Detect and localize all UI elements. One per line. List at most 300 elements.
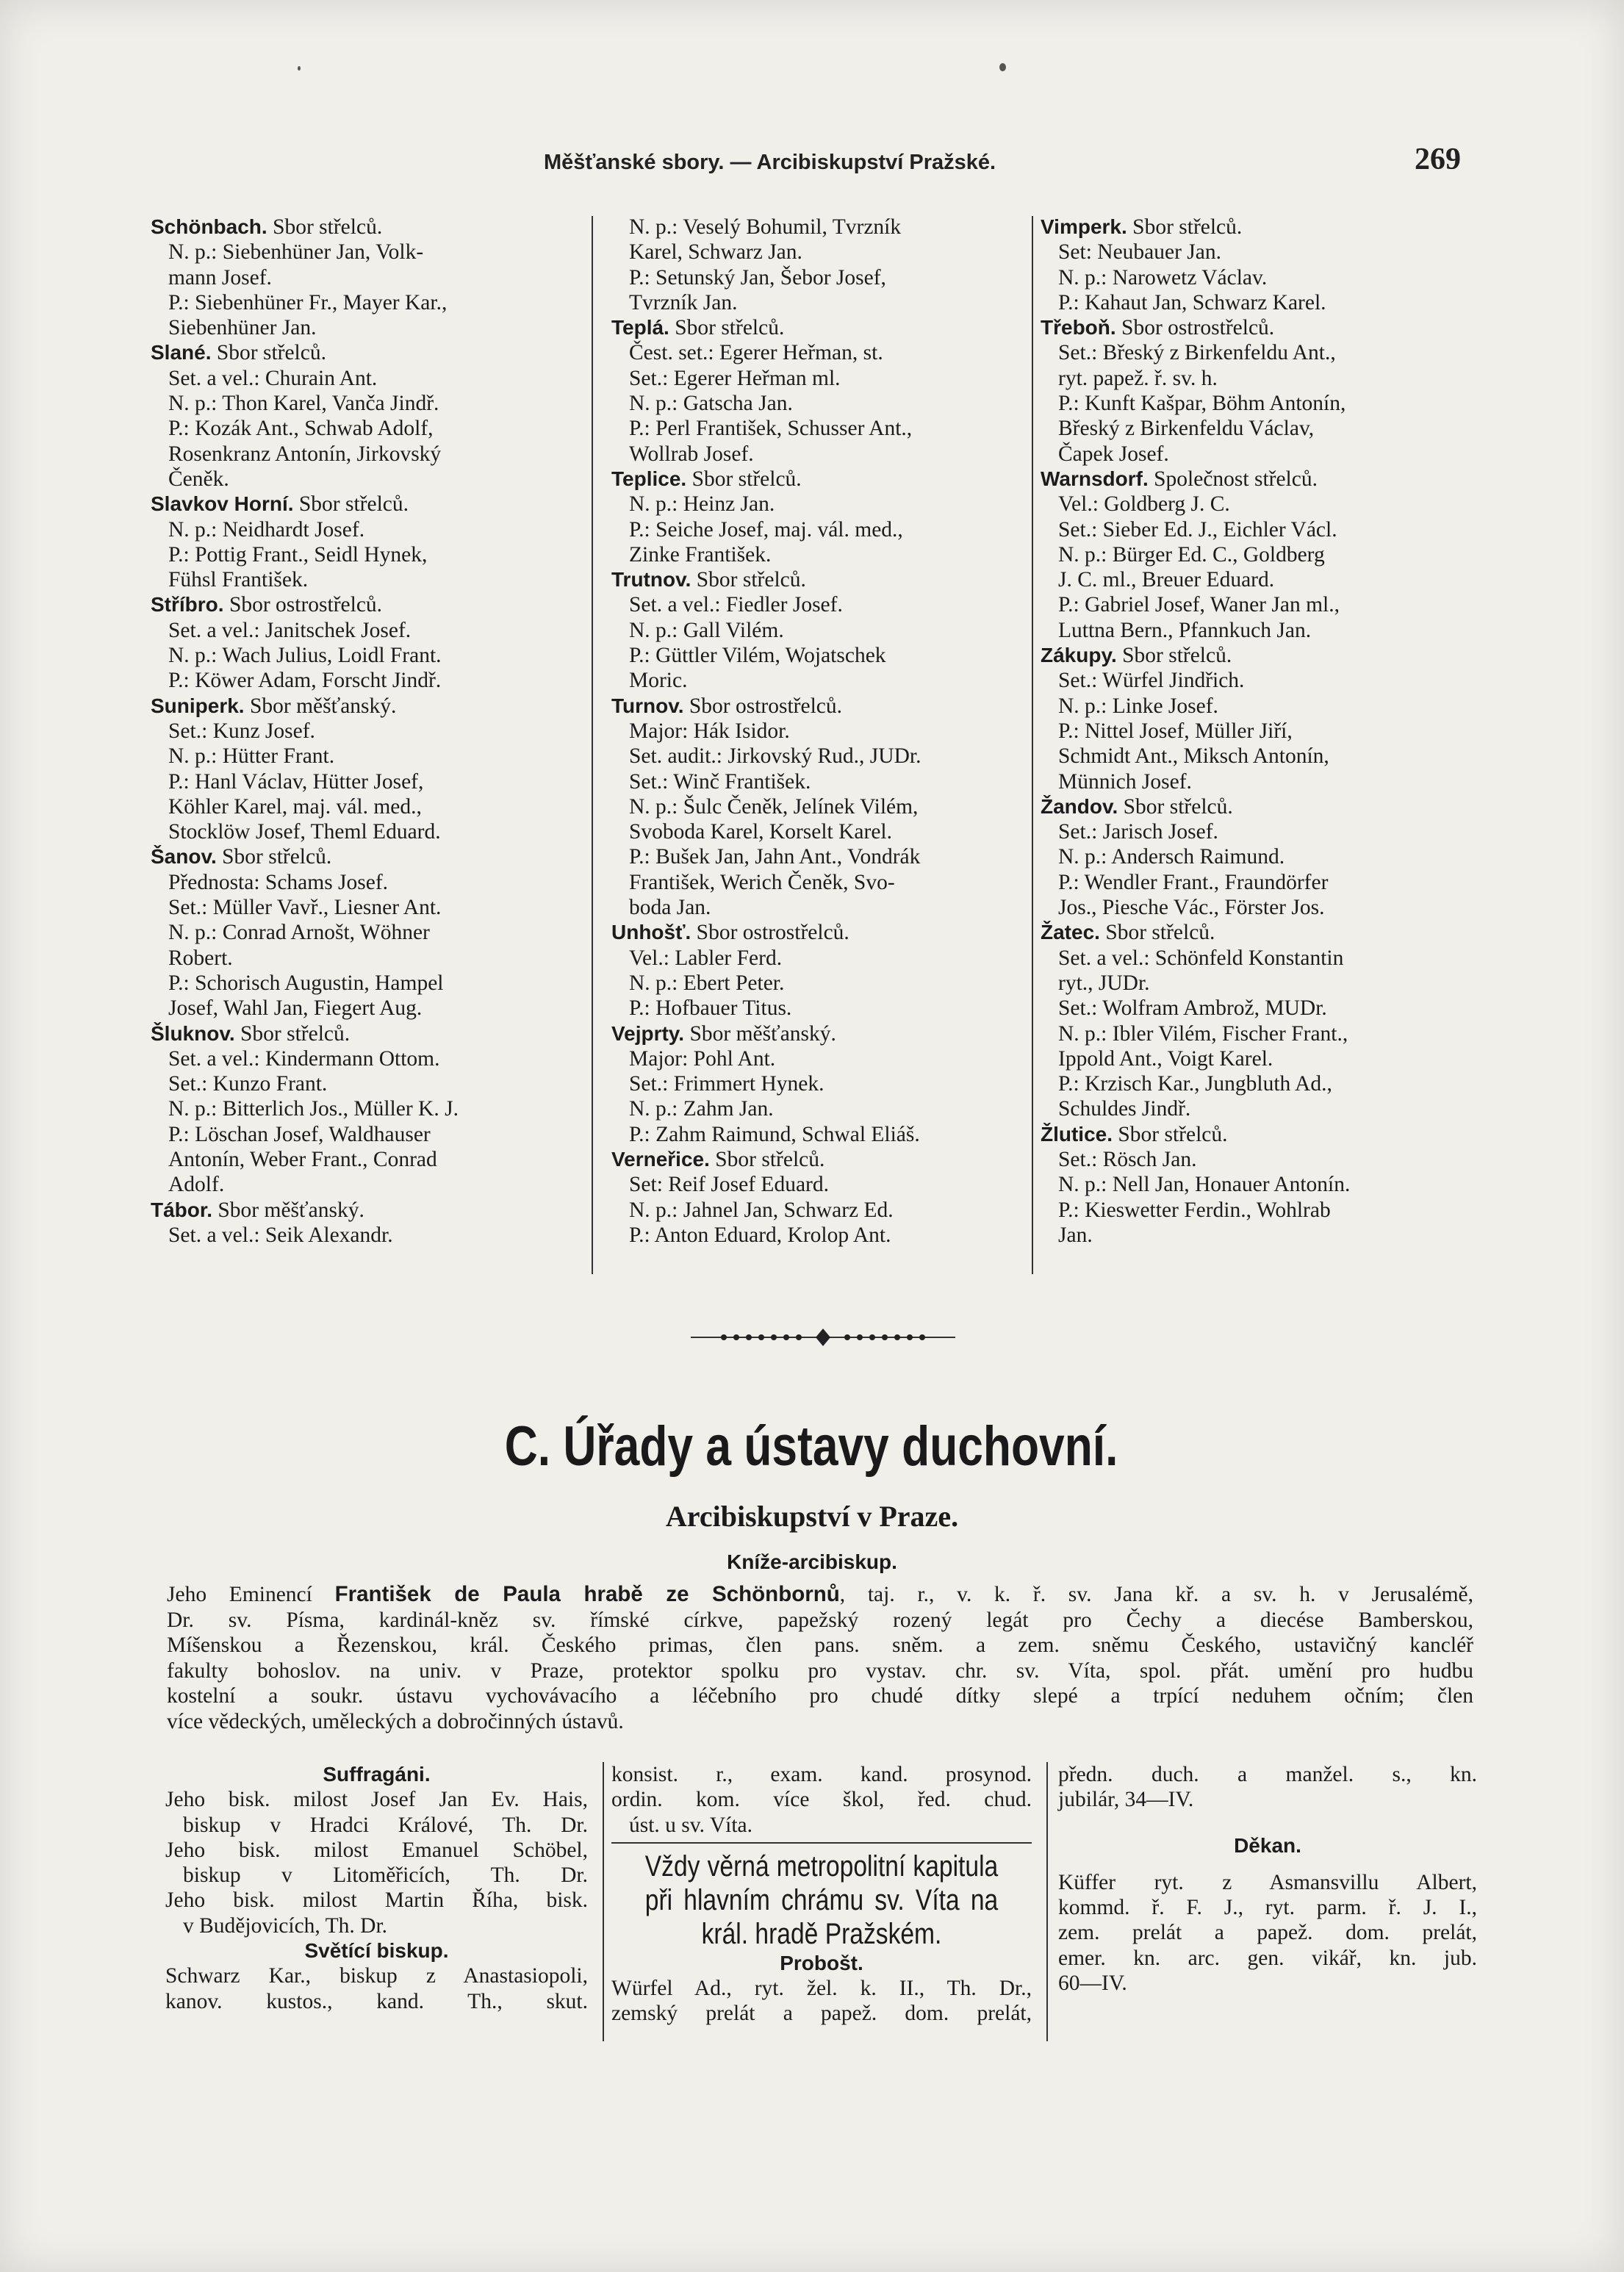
corps-type: Sbor střelců. xyxy=(273,215,383,239)
role-line xyxy=(611,215,1024,265)
entry xyxy=(151,340,581,492)
text-line: N. p.: Jahnel Jan, Schwarz Ed. xyxy=(629,1198,894,1222)
text-line: Set.: Müller Vavř., Liesner Ant. xyxy=(168,896,442,920)
role-line xyxy=(611,1122,1024,1147)
column-3 xyxy=(1041,215,1471,1248)
entry-heading-line xyxy=(151,1021,581,1046)
entry xyxy=(611,1021,1024,1147)
text-line: P.: Löschan Josef, Waldhauser xyxy=(168,1122,431,1146)
text-line: úst. u sv. Víta. xyxy=(629,1813,752,1837)
text-line: P.: Kieswetter Ferdin., Wohlrab xyxy=(1058,1198,1331,1222)
role-line xyxy=(611,1096,1024,1121)
paragraph-line xyxy=(167,1683,1473,1709)
place-name: Vimperk. xyxy=(1041,215,1127,238)
corps-type: Sbor ostrostřelců. xyxy=(696,921,849,945)
archbishop-paragraph xyxy=(167,1582,1473,1734)
entry xyxy=(151,492,581,592)
role-line xyxy=(151,643,581,668)
text-line: N. p.: Heinz Jan. xyxy=(629,492,775,517)
suffragani-heading: Suffragáni. xyxy=(323,1763,431,1786)
text-line: P.: Güttler Vilém, Wojatschek xyxy=(629,644,886,668)
text-line: N. p.: Nell Jan, Honauer Antonín. xyxy=(1058,1173,1351,1197)
role-line xyxy=(151,769,581,845)
role-line xyxy=(1041,290,1471,315)
corps-type: Sbor střelců. xyxy=(1118,1122,1228,1146)
place-name: Teplá. xyxy=(611,316,669,339)
column-divider xyxy=(592,216,593,1274)
column-divider xyxy=(603,1762,604,2041)
corps-type: Sbor střelců. xyxy=(691,467,802,491)
text-line: Jan. xyxy=(1058,1223,1093,1247)
role-line xyxy=(151,1122,581,1198)
corps-type: Sbor měšťanský. xyxy=(689,1021,836,1046)
role-line xyxy=(151,744,581,769)
entry xyxy=(611,694,1024,921)
role-line xyxy=(611,1223,1024,1248)
entry-heading-line xyxy=(611,920,1024,945)
role-line xyxy=(611,744,1024,769)
text-line: Set. a vel.: Churain Ant. xyxy=(168,366,378,390)
text-line: Břeský z Birkenfeldu Václav, xyxy=(1058,417,1315,441)
text-line: P.: Gabriel Josef, Waner Jan ml., xyxy=(1058,593,1340,617)
text-line: N. p.: Veselý Bohumil, Tvrzník xyxy=(629,215,902,239)
place-name: Žlutice. xyxy=(1041,1122,1113,1146)
text-line: ryt., JUDr. xyxy=(1058,971,1150,995)
bottom-column-3 xyxy=(1058,1762,1477,1996)
chapter-line: Vždy věrná metropolitní kapitula xyxy=(644,1849,999,1883)
role-line xyxy=(611,946,1024,971)
place-name: Žandov. xyxy=(1041,794,1118,818)
text-line: Vel.: Goldberg J. C. xyxy=(1058,492,1230,517)
text-line: N. p.: Bürger Ed. C., Goldberg xyxy=(1058,542,1325,567)
role-line xyxy=(151,290,581,341)
text-line: Schuldes Jindř. xyxy=(1058,1097,1191,1121)
place-name: Tábor. xyxy=(151,1198,213,1221)
text-line: Adolf. xyxy=(168,1173,225,1197)
entry-heading-line xyxy=(611,1021,1024,1046)
entry-heading-line xyxy=(1041,920,1471,945)
text-line: Schmidt Ant., Miksch Antonín, xyxy=(1058,744,1329,769)
text-span: fakulty bohoslov. na univ. v Praze, protektor spolku pro vystav. chr. sv. Víta, spol. přát. umění pro hudbu xyxy=(167,1658,1473,1683)
text-line: P.: Seiche Josef, maj. vál. med., xyxy=(629,517,903,542)
place-name: Verneřice. xyxy=(611,1147,710,1171)
corps-type: Sbor ostrostřelců. xyxy=(1121,316,1275,340)
text-line: boda Jan. xyxy=(629,896,711,920)
text-line: ordin. kom. více škol, řed. chud. xyxy=(611,1788,1032,1812)
text-line: N. p.: Šulc Čeněk, Jelínek Vilém, xyxy=(629,794,919,819)
entry xyxy=(1041,643,1471,794)
text-line: Jeho bisk. milost Martin Říha, bisk. xyxy=(165,1888,588,1913)
text-line: P.: Nittel Josef, Müller Jiří, xyxy=(1058,719,1293,743)
text-line: biskup v Litoměřicích, Th. Dr. xyxy=(183,1863,588,1888)
place-name: Šluknov. xyxy=(151,1021,235,1045)
place-name: Slané. xyxy=(151,341,212,364)
text-line: předn. duch. a manžel. s., kn. xyxy=(1058,1763,1477,1786)
bottom-column-1 xyxy=(165,1762,588,2014)
role-line xyxy=(611,794,1024,845)
entry xyxy=(611,215,1024,315)
corps-type: Sbor měšťanský. xyxy=(218,1198,364,1222)
text-line: P.: Hanl Václav, Hütter Josef, xyxy=(168,769,424,794)
role-line xyxy=(611,517,1024,568)
probost-heading: Probošt. xyxy=(780,1951,863,1974)
role-line xyxy=(151,1096,581,1121)
bottom-column-2 xyxy=(611,1762,1032,2027)
ink-speck xyxy=(999,63,1006,71)
text-line: Set.: Sieber Ed. J., Eichler Václ. xyxy=(1058,517,1337,542)
corps-type: Sbor měšťanský. xyxy=(249,694,397,718)
text-line: Major: Hák Isidor. xyxy=(629,719,790,743)
role-line xyxy=(151,1046,581,1071)
entry xyxy=(1041,215,1471,315)
text-line: N. p.: Siebenhüner Jan, Volk- xyxy=(168,240,424,265)
section-title: C. Úřady a ústavy duchovní. xyxy=(504,1415,1118,1478)
role-line xyxy=(1041,340,1471,391)
entry xyxy=(151,215,581,340)
text-line: Čeněk. xyxy=(168,467,229,491)
place-name: Šanov. xyxy=(151,845,217,869)
text-line: kommd. ř. F. J., ryt. parm. ř. J. I., xyxy=(1058,1896,1477,1920)
role-line xyxy=(611,416,1024,467)
entry xyxy=(1041,1122,1471,1248)
corps-type: Společnost střelců. xyxy=(1154,467,1318,491)
column-1 xyxy=(151,215,581,1248)
text-line: zemský prelát a papež. dom. prelát, xyxy=(611,2002,1032,2026)
role-line xyxy=(151,668,581,693)
text-line: Jos., Piesche Vác., Förster Jos. xyxy=(1058,896,1325,920)
text-line: P.: Perl František, Schusser Ant., xyxy=(629,417,913,441)
text-line: zem. prelát a papež. dom. prelát, xyxy=(1058,1921,1477,1945)
text-line: Set.: Kunz Josef. xyxy=(168,719,315,743)
text-line: Schwarz Kar., biskup z Anastasiopoli, xyxy=(165,1964,588,1988)
role-line xyxy=(611,719,1024,744)
dekan-heading: Děkan. xyxy=(1234,1833,1301,1857)
entry-heading-line xyxy=(611,1147,1024,1172)
text-line: N. p.: Neidhardt Josef. xyxy=(168,517,365,542)
spacer xyxy=(1058,1813,1477,1833)
paragraph-line xyxy=(167,1633,1473,1658)
text-span: Jeho Eminencí xyxy=(167,1583,335,1606)
role-line xyxy=(1041,1147,1471,1172)
text-line: P.: Kunft Kašpar, Böhm Antonín, xyxy=(1058,392,1346,416)
text-line: P.: Schorisch Augustin, Hampel xyxy=(168,971,444,995)
entry-heading-line xyxy=(151,694,581,719)
text-line: Set: Reif Josef Eduard. xyxy=(629,1173,829,1197)
paragraph-line xyxy=(167,1658,1473,1684)
text-line: Tvrzník Jan. xyxy=(629,290,738,314)
text-line: Stocklöw Josef, Theml Eduard. xyxy=(168,820,441,844)
corps-type: Sbor střelců. xyxy=(1123,794,1233,819)
role-line xyxy=(611,1198,1024,1223)
text-line: Würfel Ad., ryt. žel. k. II., Th. Dr., xyxy=(611,1977,1032,2001)
role-line xyxy=(1041,542,1471,593)
text-line: Set. a vel.: Seik Alexandr. xyxy=(168,1223,393,1247)
role-line xyxy=(1041,1198,1471,1248)
text-line: Moric. xyxy=(629,669,688,693)
role-line xyxy=(1041,1172,1471,1197)
section-subhead: Kníže-arcibiskup. xyxy=(727,1550,897,1573)
text-line: Köhler Karel, maj. vál. med., xyxy=(168,794,422,819)
text-line: Jeho bisk. milost Emanuel Schöbel, xyxy=(165,1838,588,1862)
text-span: kostelní a soukr. ústavu vychovávacího a léčebního pro chudé dítky slepé a trpící neduhem očním; člen xyxy=(167,1684,1473,1708)
role-line xyxy=(1041,1021,1471,1072)
text-line: Zinke František. xyxy=(629,542,772,567)
entry xyxy=(1041,794,1471,920)
archbishop-name: František de Paula hrabě ze Schönbornů xyxy=(334,1582,840,1606)
role-line xyxy=(1041,946,1471,996)
role-line xyxy=(1041,517,1471,542)
corps-type: Sbor střelců. xyxy=(1132,215,1243,239)
entry-heading-line xyxy=(151,592,581,617)
text-line: Set.: Kunzo Frant. xyxy=(168,1072,328,1096)
text-line: ryt. papež. ř. sv. h. xyxy=(1058,366,1218,390)
entry-heading-line xyxy=(151,1198,581,1223)
text-line: Küffer ryt. z Asmansvillu Albert, xyxy=(1058,1870,1477,1894)
role-line xyxy=(151,920,581,971)
chapter-line: král. hradě Pražském. xyxy=(701,1917,942,1950)
text-line: Svoboda Karel, Korselt Karel. xyxy=(629,820,892,844)
entry-heading-line xyxy=(1041,467,1471,492)
text-line: Set.: Egerer Heřman ml. xyxy=(629,366,841,390)
entry xyxy=(151,592,581,693)
text-line: P.: Anton Eduard, Krolop Ant. xyxy=(629,1223,891,1247)
corps-type: Sbor střelců. xyxy=(222,845,332,869)
text-line: N. p.: Gall Vilém. xyxy=(629,618,784,642)
text-line: J. C. ml., Breuer Eduard. xyxy=(1058,568,1275,592)
text-line: Čest. set.: Egerer Heřman, st. xyxy=(629,341,883,365)
place-name: Zákupy. xyxy=(1041,644,1117,667)
text-line: Rosenkranz Antonín, Jirkovský xyxy=(168,442,442,466)
text-line: P.: Kozák Ant., Schwab Adolf, xyxy=(168,417,434,441)
text-line: František, Werich Čeněk, Svo- xyxy=(629,870,895,894)
text-line: P.: Bušek Jan, Jahn Ant., Vondrák xyxy=(629,845,921,869)
place-name: Slavkov Horní. xyxy=(151,492,294,516)
role-line xyxy=(611,1172,1024,1197)
text-span: Míšenskou a Řezenskou, král. Českého primas, člen pans. sněm. a zem. sněmu Českého, ustavičný kancléř xyxy=(167,1633,1473,1657)
entry xyxy=(151,694,581,845)
text-line: Set: Neubauer Jan. xyxy=(1058,240,1221,265)
entry xyxy=(1041,467,1471,643)
text-line: v Budějovicích, Th. Dr. xyxy=(183,1913,388,1938)
text-line: Fühsl František. xyxy=(168,568,309,592)
running-title: Měšťanské sbory. — Arcibiskupství Pražské. xyxy=(544,151,996,174)
column-divider xyxy=(1032,216,1033,1274)
entry xyxy=(611,920,1024,1021)
role-line xyxy=(1041,819,1471,844)
role-line xyxy=(151,971,581,1021)
role-line xyxy=(151,391,581,416)
role-line xyxy=(151,870,581,895)
text-line: N. p.: Narowetz Václav. xyxy=(1058,265,1268,290)
entry-heading-line xyxy=(1041,1122,1471,1147)
role-line xyxy=(611,492,1024,517)
text-line: Set.: Rösch Jan. xyxy=(1058,1147,1197,1171)
text-line: mann Josef. xyxy=(168,265,272,290)
spacer xyxy=(1058,1858,1477,1870)
role-line xyxy=(611,971,1024,996)
text-line: Set. a vel.: Janitschek Josef. xyxy=(168,618,412,642)
text-line: Set.: Jarisch Josef. xyxy=(1058,820,1218,844)
entry xyxy=(151,844,581,1021)
text-line: P.: Kahaut Jan, Schwarz Karel. xyxy=(1058,290,1326,314)
corps-type: Sbor střelců. xyxy=(715,1147,825,1171)
role-line xyxy=(611,391,1024,416)
text-line: P.: Pottig Frant., Seidl Hynek, xyxy=(168,542,428,567)
text-line: Set.: Würfel Jindřich. xyxy=(1058,669,1245,693)
entry-heading-line xyxy=(1041,794,1471,819)
role-line xyxy=(1041,492,1471,517)
role-line xyxy=(1041,844,1471,869)
role-line xyxy=(611,844,1024,920)
text-line: N. p.: Gatscha Jan. xyxy=(629,392,793,416)
svetici-heading: Světící biskup. xyxy=(304,1939,449,1963)
text-line: P.: Krzisch Kar., Jungbluth Ad., xyxy=(1058,1072,1332,1096)
text-line: Ippold Ant., Voigt Karel. xyxy=(1058,1046,1273,1071)
ink-speck xyxy=(298,66,301,71)
text-line: P.: Zahm Raimund, Schwal Eliáš. xyxy=(629,1122,920,1146)
entry-heading-line xyxy=(1041,215,1471,240)
role-line xyxy=(151,542,581,593)
role-line xyxy=(1041,240,1471,265)
entry xyxy=(151,1198,581,1248)
role-line xyxy=(151,719,581,744)
place-name: Třeboň. xyxy=(1041,316,1116,339)
role-line xyxy=(1041,265,1471,290)
text-line: Set.: Winč František. xyxy=(629,769,811,794)
text-line: N. p.: Ibler Vilém, Fischer Frant., xyxy=(1058,1021,1348,1046)
text-line: N. p.: Linke Josef. xyxy=(1058,694,1218,718)
text-line: N. p.: Conrad Arnošt, Wöhner xyxy=(168,921,430,945)
role-line xyxy=(151,1223,581,1248)
entry xyxy=(611,1147,1024,1248)
entry-heading-line xyxy=(151,340,581,365)
text-line: Set.: Břeský z Birkenfeldu Ant., xyxy=(1058,341,1336,365)
text-line: Karel, Schwarz Jan. xyxy=(629,240,802,265)
role-line xyxy=(611,366,1024,391)
text-line: emer. kn. arc. gen. vikář, kn. jub. xyxy=(1058,1946,1477,1970)
text-line: jubilár, 34—IV. xyxy=(1058,1788,1194,1812)
entry-heading-line xyxy=(151,215,581,240)
text-line: N. p.: Thon Karel, Vanča Jindř. xyxy=(168,392,439,416)
text-line: kanov. kustos., kand. Th., skut. xyxy=(165,1989,588,2013)
column-divider xyxy=(1046,1762,1048,2041)
role-line xyxy=(611,643,1024,694)
role-line xyxy=(1041,870,1471,921)
role-line xyxy=(1041,694,1471,719)
corps-type: Sbor střelců. xyxy=(696,568,806,592)
entry-heading-line xyxy=(151,492,581,517)
entry xyxy=(1041,315,1471,467)
entry xyxy=(611,567,1024,693)
entry-heading-line xyxy=(1041,643,1471,668)
text-line: Přednosta: Schams Josef. xyxy=(168,870,389,894)
text-line: P.: Setunský Jan, Šebor Josef, xyxy=(629,265,886,290)
text-line: Münnich Josef. xyxy=(1058,769,1192,794)
role-line xyxy=(611,265,1024,316)
text-span: , taj. r., v. k. ř. sv. Jana kř. a sv. h. v Jerusalémě, xyxy=(839,1583,1473,1606)
text-line: biskup v Hradci Králové, Th. Dr. xyxy=(183,1813,588,1837)
role-line xyxy=(151,366,581,391)
role-line xyxy=(1041,391,1471,467)
place-name: Schönbach. xyxy=(151,215,267,238)
entry-heading-line xyxy=(611,567,1024,592)
text-line: N. p.: Zahm Jan. xyxy=(629,1097,774,1121)
text-line: Set.: Wolfram Ambrož, MUDr. xyxy=(1058,996,1327,1021)
role-line xyxy=(151,618,581,643)
role-line xyxy=(611,618,1024,643)
corps-type: Sbor střelců. xyxy=(675,316,785,340)
corps-type: Sbor ostrostřelců. xyxy=(689,694,843,718)
chapter-line: při hlavním chrámu sv. Víta na xyxy=(644,1883,999,1916)
entry-heading-line xyxy=(611,315,1024,340)
place-name: Vejprty. xyxy=(611,1021,685,1045)
role-line xyxy=(611,1071,1024,1096)
text-line: Čapek Josef. xyxy=(1058,442,1169,466)
text-line: N. p.: Andersch Raimund. xyxy=(1058,845,1285,869)
chapter-rule xyxy=(611,1842,1032,1844)
corps-type: Sbor střelců. xyxy=(1122,644,1232,668)
entry-heading-line xyxy=(611,467,1024,492)
place-name: Stříbro. xyxy=(151,593,224,616)
text-line: N. p.: Hütter Frant. xyxy=(168,744,335,769)
page-number: 269 xyxy=(1415,143,1461,176)
text-line: Luttna Bern., Pfannkuch Jan. xyxy=(1058,618,1312,642)
text-line: Major: Pohl Ant. xyxy=(629,1046,776,1071)
entry-heading-line xyxy=(1041,315,1471,340)
role-line xyxy=(151,1071,581,1096)
ornament-divider xyxy=(691,1323,955,1352)
role-line xyxy=(151,895,581,920)
role-line xyxy=(151,240,581,290)
text-line: Josef, Wahl Jan, Fiegert Aug. xyxy=(168,996,423,1021)
role-line xyxy=(151,416,581,492)
text-line: Siebenhüner Jan. xyxy=(168,316,317,340)
place-name: Unhošť. xyxy=(611,921,691,944)
entry xyxy=(151,1021,581,1198)
entry xyxy=(611,467,1024,567)
role-line xyxy=(1041,1071,1471,1122)
text-line: Set. a vel.: Schönfeld Konstantin xyxy=(1058,946,1344,970)
text-line: Set. a vel.: Fiedler Josef. xyxy=(629,593,843,617)
corps-type: Sbor střelců. xyxy=(1105,921,1215,945)
corps-type: Sbor střelců. xyxy=(216,341,326,365)
text-line: Robert. xyxy=(168,946,233,970)
place-name: Suniperk. xyxy=(151,694,245,717)
paragraph-line xyxy=(167,1709,1473,1735)
text-line: P.: Wendler Frant., Fraundörfer xyxy=(1058,870,1329,894)
text-span: více vědeckých, uměleckých a dobročinných ústavů. xyxy=(167,1709,624,1733)
entry-heading-line xyxy=(151,844,581,869)
role-line xyxy=(1041,996,1471,1021)
place-name: Žatec. xyxy=(1041,921,1100,944)
place-name: Warnsdorf. xyxy=(1041,467,1149,490)
text-line: Jeho bisk. milost Josef Jan Ev. Hais, xyxy=(165,1788,588,1812)
corps-type: Sbor střelců. xyxy=(240,1021,351,1046)
entry xyxy=(611,315,1024,467)
role-line xyxy=(611,1046,1024,1071)
role-line xyxy=(151,517,581,542)
text-line: P.: Köwer Adam, Forscht Jindř. xyxy=(168,669,442,693)
column-2 xyxy=(611,215,1024,1248)
place-name: Turnov. xyxy=(611,694,684,717)
role-line xyxy=(1041,592,1471,643)
corps-type: Sbor střelců. xyxy=(298,492,409,517)
role-line xyxy=(1041,668,1471,693)
text-line: Antonín, Weber Frant., Conrad xyxy=(168,1147,437,1171)
entry xyxy=(1041,920,1471,1121)
role-line xyxy=(611,996,1024,1021)
text-line: N. p.: Bitterlich Jos., Müller K. J. xyxy=(168,1097,459,1121)
